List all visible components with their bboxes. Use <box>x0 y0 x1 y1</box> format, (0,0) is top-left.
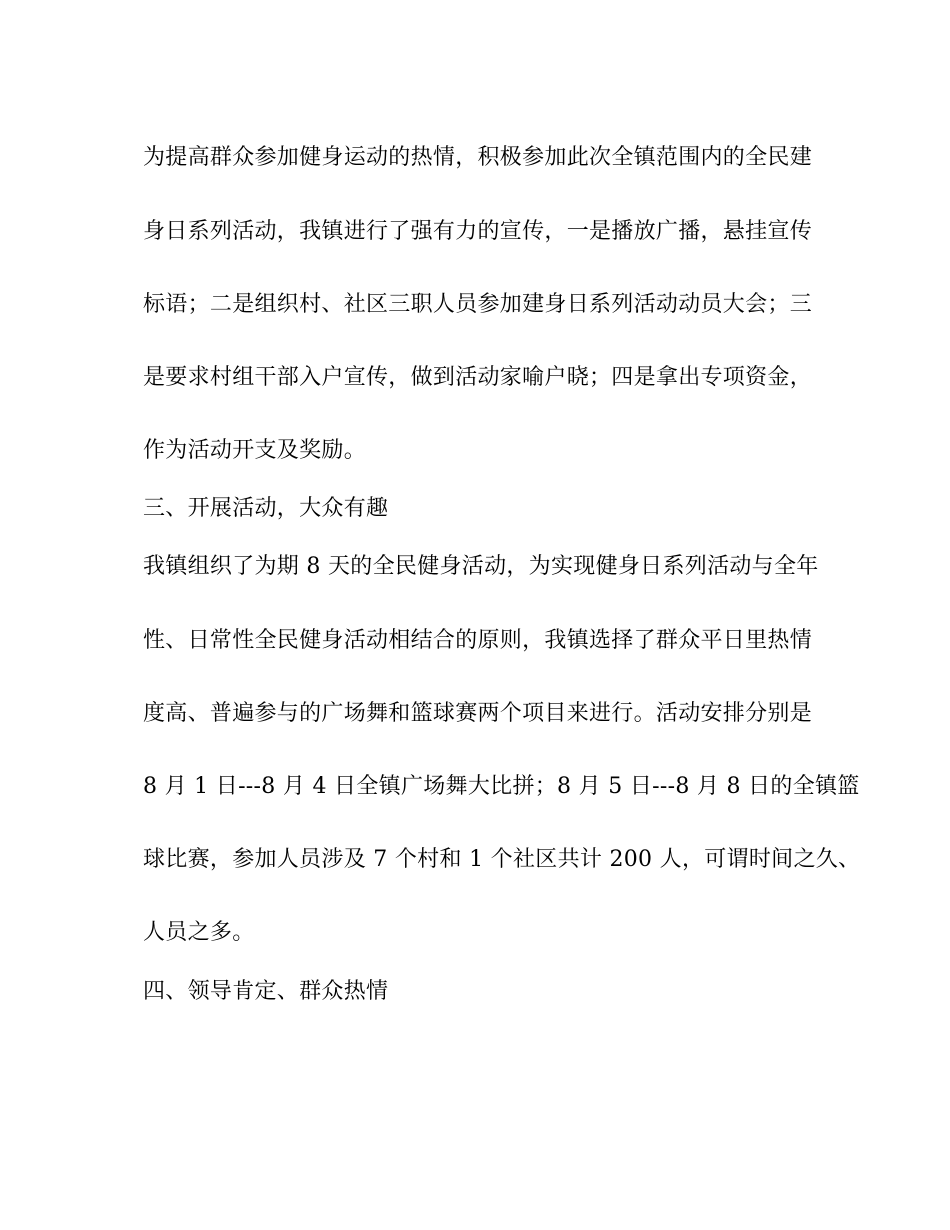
paragraph-2-line-1: 我镇组织了为期 8 天的全民健身活动，为实现健身日系列活动与全年 <box>143 554 819 579</box>
section-heading-4: 四、领导肯定、群众热情 <box>143 979 389 1004</box>
paragraph-1-line-2: 身日系列活动，我镇进行了强有力的宣传，一是播放广播，悬挂宣传 <box>143 219 813 244</box>
paragraph-2-line-6: 人员之多。 <box>143 920 255 945</box>
paragraph-2-line-4: 8 月 1 日---8 月 4 日全镇广场舞大比拼；8 月 5 日---8 月 8 日的全镇篮 <box>143 774 860 799</box>
paragraph-1-line-1: 为提高群众参加健身运动的热情，积极参加此次全镇范围内的全民建 <box>143 145 813 170</box>
paragraph-1-line-4: 是要求村组干部入户宣传，做到活动家喻户晓；四是拿出专项资金， <box>143 365 813 390</box>
section-heading-3: 三、开展活动，大众有趣 <box>143 496 389 521</box>
paragraph-2-line-3: 度高、普遍参与的广场舞和篮球赛两个项目来进行。活动安排分别是 <box>143 701 813 726</box>
paragraph-2-line-2: 性、日常性全民健身活动相结合的原则，我镇选择了群众平日里热情 <box>143 628 813 653</box>
paragraph-1-line-5: 作为活动开支及奖励。 <box>143 438 367 463</box>
paragraph-1-line-3: 标语；二是组织村、社区三职人员参加建身日系列活动动员大会；三 <box>143 292 813 317</box>
paragraph-2-line-5: 球比赛，参加人员涉及 7 个村和 1 个社区共计 200 人，可谓时间之久、 <box>143 847 861 872</box>
